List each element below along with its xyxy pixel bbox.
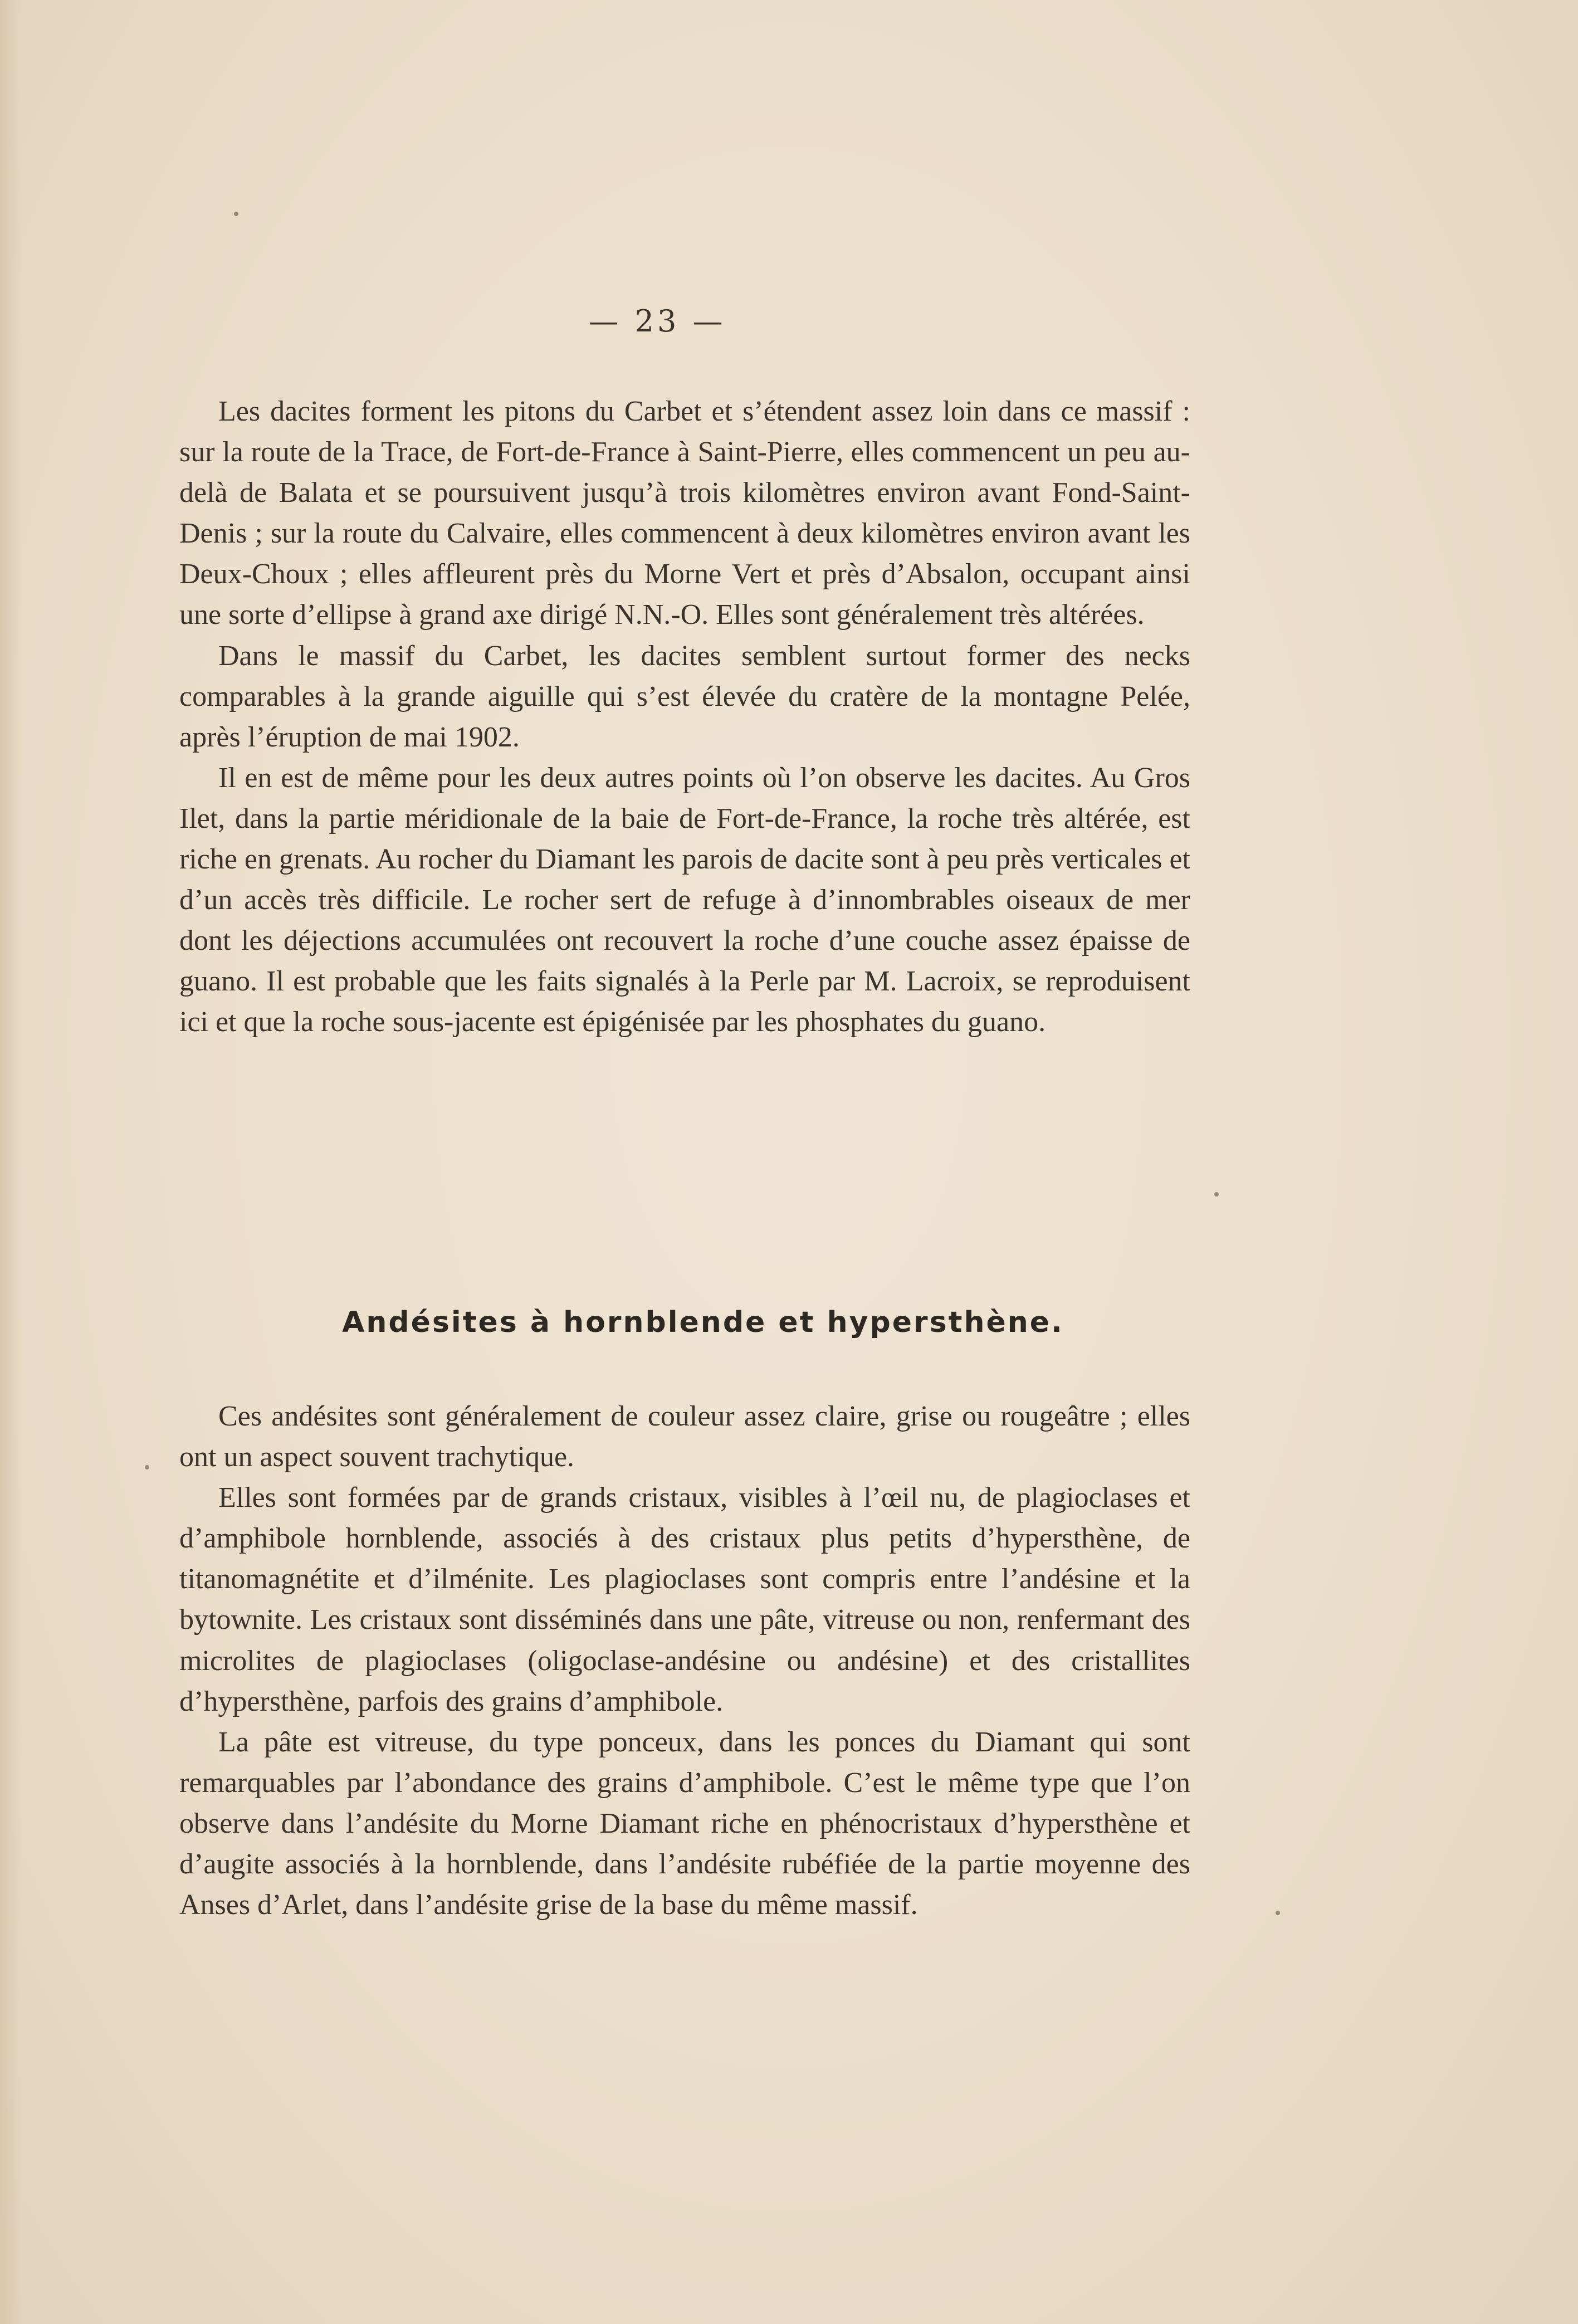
paragraph: Il en est de même pour les deux autres points où l’on observe les dacites. Au Gros Ilet, dans la partie méridionale de la baie de Fort-de-France, la roche très altérée, est riche en grenats. Au rocher du Diamant les parois de dacite sont à peu près verticales et d’un accès très difficile. Le rocher sert de refuge à d’innombrables oiseaux de mer dont les déjections accumulées ont recouvert la roche d’une couche assez épaisse de guano. Il est probable que les faits signalés à la Perle par M. Lacroix, se reproduisent ici et que la roche sous-jacente est épigénisée par les phosphates du guano. xyxy=(179,761,1190,1038)
paper-speck xyxy=(1214,1192,1219,1197)
page-number: — 23 — xyxy=(588,304,726,339)
section-andesites xyxy=(179,1396,1190,1925)
section-dacites xyxy=(179,391,1190,1043)
paper-speck xyxy=(234,212,238,216)
paper-speck xyxy=(1276,1911,1280,1915)
paragraph: Dans le massif du Carbet, les dacites semblent surtout former des necks comparables à la grande aiguille qui s’est élevée du cratère de la montagne Pelée, après l’éruption de mai 1902. xyxy=(179,639,1190,753)
paragraph: Elles sont formées par de grands cristaux, visibles à l’œil nu, de plagioclases et d’amphibole hornblende, associés à des cristaux plus petits d’hypersthène, de titanomagnétite et d’ilménite. Les plagioclases sont compris entre l’andésine et la bytownite. Les cristaux sont disséminés dans une pâte, vitreuse ou non, renfermant des microlites de plagioclases (oligoclase-andésine ou andésine) et des cristallites d’hypersthène, parfois des grains d’amphibole. xyxy=(179,1482,1190,1717)
paragraph: La pâte est vitreuse, du type ponceux, dans les ponces du Diamant qui sont remarquables par l’abondance des grains d’amphibole. C’est le même type que l’on observe dans l’andésite du Morne Diamant riche en phénocristaux d’hypersthène et d’augite associés à la hornblende, dans l’andésite rubéfiée de la partie moyenne des Anses d’Arlet, dans l’andésite grise de la base du même massif. xyxy=(179,1726,1190,1921)
paper-speck xyxy=(145,1465,149,1469)
paragraph: Ces andésites sont généralement de couleur assez claire, grise ou rougeâtre ; elles ont un aspect souvent trachytique. xyxy=(179,1400,1190,1473)
section-heading: Andésites à hornblende et hypersthène. xyxy=(342,1306,1064,1339)
paragraph: Les dacites forment les pitons du Carbet et s’étendent assez loin dans ce massif : sur la route de la Trace, de Fort-de-France à Saint-Pierre, elles commencent un peu au-delà de Balata et se poursuivent jusqu’à trois kilomètres environ avant Fond-Saint-Denis ; sur la route du Calvaire, elles commencent à deux kilomètres environ avant les Deux-Choux ; elles affleurent près du Morne Vert et près d’Absalon, occupant ainsi une sorte d’ellipse à grand axe dirigé N.N.-O. Elles sont généralement très altérées. xyxy=(179,396,1190,631)
page-edge-shadow xyxy=(0,0,22,2324)
